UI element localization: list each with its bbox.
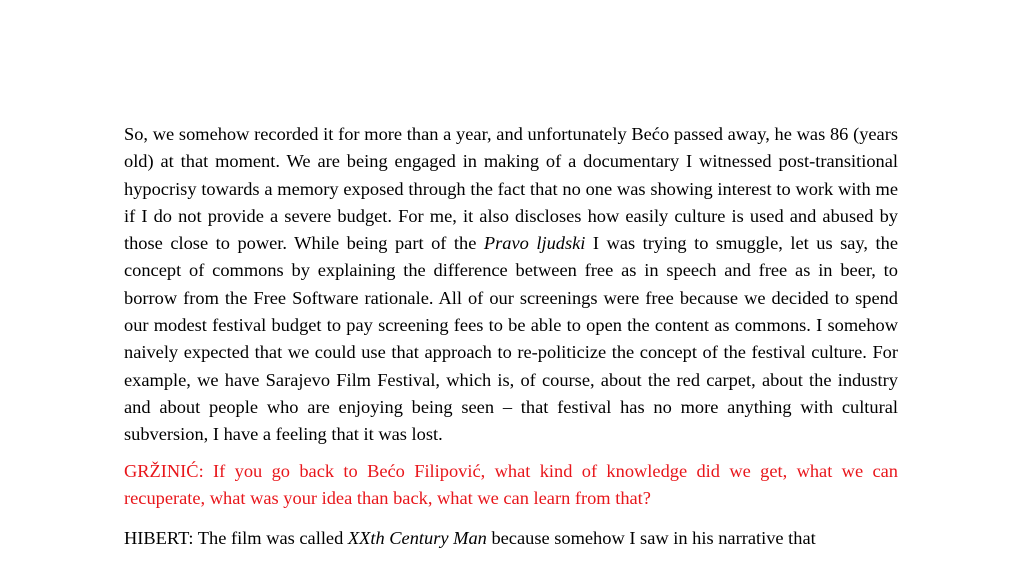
italic-festival-name: Pravo ljudski — [483, 233, 586, 254]
reply-text-start: HIBERT: The film was called — [124, 528, 348, 549]
paragraph-hibert-reply — [124, 525, 898, 552]
paragraph-hibert-answer — [124, 121, 898, 449]
paragraph-grzinic-question: GRŽINIĆ: If you go back to Bećo Filipović, what kind of knowledge did we get, what we can recuperate, what was your idea than back, what we can learn from that? — [124, 460, 898, 508]
document-body — [124, 121, 898, 552]
italic-film-title: XXth Century Man — [347, 528, 487, 549]
paragraph-text-start: So, we somehow recorded it for more than a year, and unfortunately Bećo passed away, he was 86 (years old) at that moment. We are being engaged in making of a documentary I witnessed post-transitional hypocrisy towards a memory exposed through the fact that no one was showing interest to work with me if I do not provide a severe budget. For me, it also discloses how easily culture is used and abused by those close to power. While being part of the — [124, 124, 898, 254]
reply-text-end: because somehow I saw in his narrative that — [486, 528, 816, 549]
paragraph-text-end: I was trying to smuggle, let us say, the concept of commons by explaining the difference between free as in speech and free as in beer, to borrow from the Free Software rationale. All of our screenings were free because we decided to spend our modest festival budget to pay screening fees to be able to open the content as commons. I somehow naively expected that we could use that approach to re-politicize the concept of the festival culture. For example, we have Sarajevo Film Festival, which is, of course, about the red carpet, about the industry and about people who are enjoying being seen – that festival has no more anything with cultural subversion, I have a feeling that it was lost. — [124, 233, 899, 445]
